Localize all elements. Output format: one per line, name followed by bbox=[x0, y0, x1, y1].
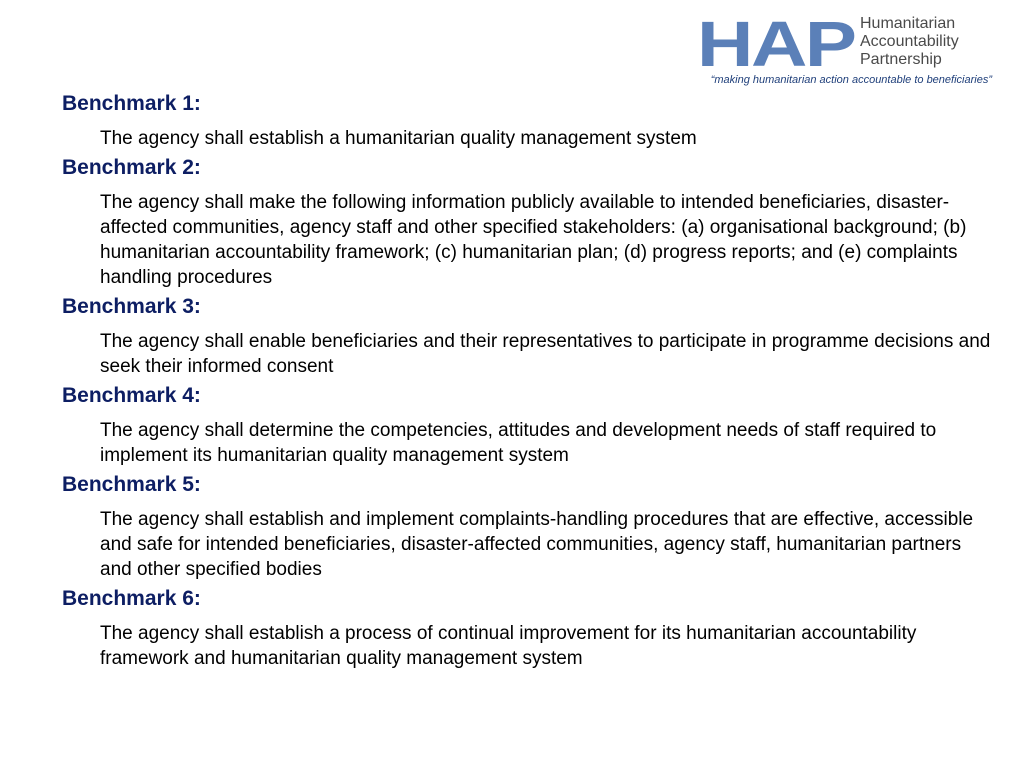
benchmark-6-title: Benchmark 6: bbox=[62, 587, 201, 610]
benchmark-list bbox=[62, 90, 1002, 674]
benchmark-5 bbox=[62, 471, 1002, 582]
hap-logo-name-line-1: Humanitarian bbox=[860, 15, 956, 32]
benchmark-5-title: Benchmark 5: bbox=[62, 473, 201, 496]
benchmark-3-title: Benchmark 3: bbox=[62, 295, 201, 318]
benchmark-4 bbox=[62, 382, 1002, 468]
hap-logo-name bbox=[860, 15, 959, 69]
benchmark-2-text: The agency shall make the following information publicly available to intended beneficiaries, disaster-affected communities, agency staff and other specified stakeholders: (a) organisational background; (b) humanitarian accountability framework; (c) humanitarian plan; (d) progress reports; and (e) complaints handling procedures bbox=[100, 192, 967, 288]
benchmark-2 bbox=[62, 154, 1002, 290]
hap-logo-tagline: “making humanitarian action accountable to beneficiaries” bbox=[710, 74, 992, 86]
benchmark-4-text: The agency shall determine the competencies, attitudes and development needs of staff required to implement its humanitarian quality management system bbox=[100, 420, 937, 466]
benchmark-6 bbox=[62, 585, 1002, 671]
benchmark-3 bbox=[62, 293, 1002, 379]
benchmark-1 bbox=[62, 90, 1002, 151]
benchmark-4-title: Benchmark 4: bbox=[62, 384, 201, 407]
benchmark-5-text: The agency shall establish and implement complaints-handling procedures that are effective, accessible and safe for intended beneficiaries, disaster-affected communities, agency staff, humanitarian partners and other specified bodies bbox=[100, 509, 974, 580]
benchmark-1-text: The agency shall establish a humanitarian quality management system bbox=[100, 128, 697, 149]
benchmark-6-text: The agency shall establish a process of continual improvement for its humanitarian accountability framework and humanitarian quality management system bbox=[100, 623, 917, 669]
hap-logo-mark: HAP bbox=[697, 8, 855, 80]
benchmark-2-title: Benchmark 2: bbox=[62, 156, 201, 179]
hap-logo bbox=[660, 8, 1010, 94]
hap-logo-name-line-3: Partnership bbox=[860, 51, 942, 68]
benchmark-1-title: Benchmark 1: bbox=[62, 92, 201, 115]
hap-logo-name-line-2: Accountability bbox=[860, 33, 959, 50]
benchmark-3-text: The agency shall enable beneficiaries and their representatives to participate in programme decisions and seek their informed consent bbox=[100, 331, 991, 377]
